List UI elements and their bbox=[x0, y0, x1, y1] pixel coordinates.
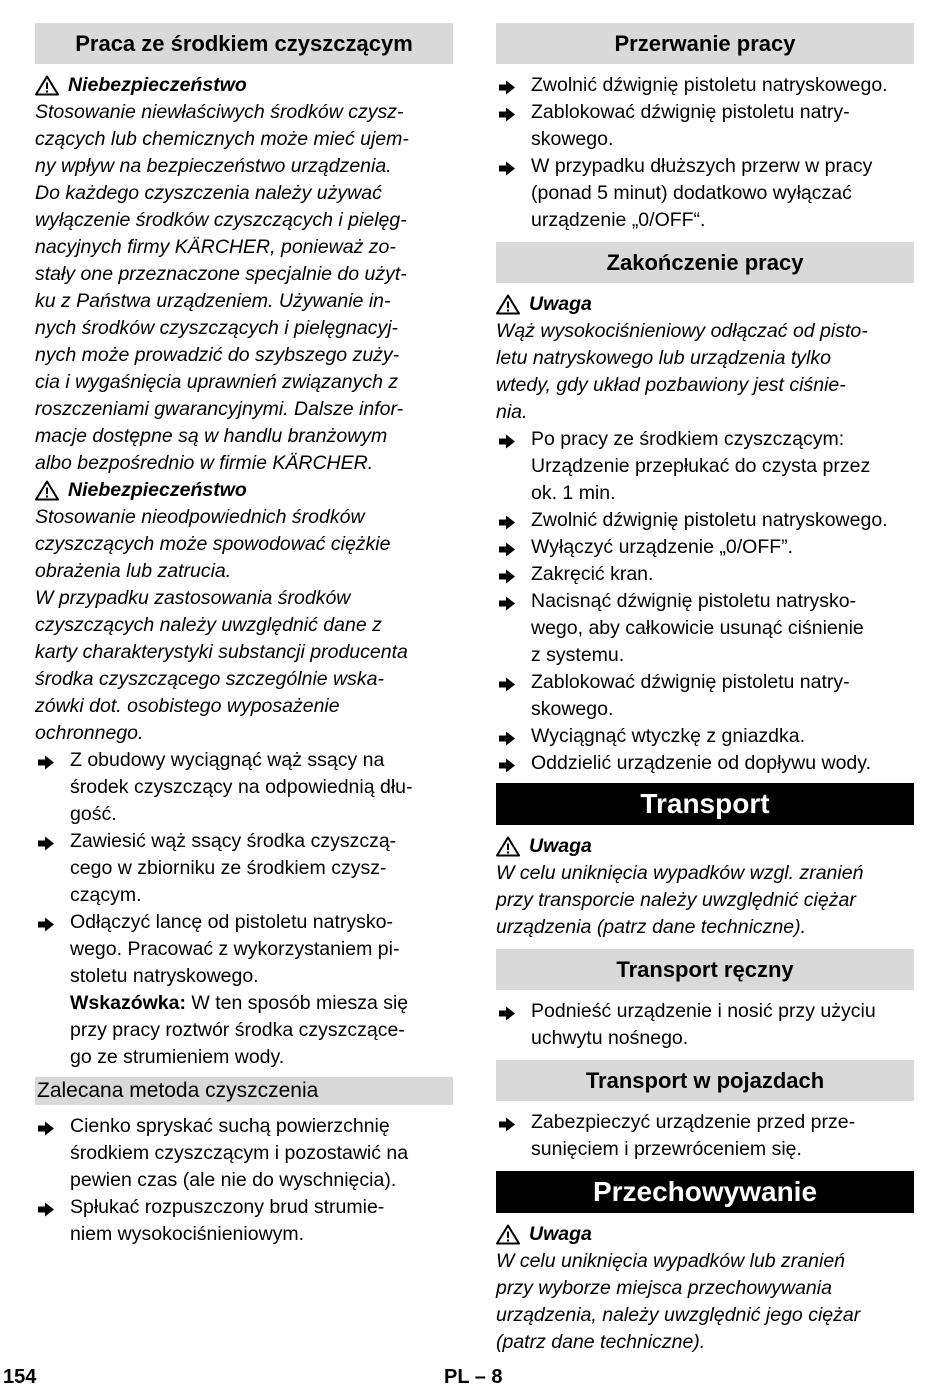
caution-title-2: Uwaga bbox=[496, 833, 914, 860]
list-item: Zwolnić dźwignię pistoletu natryskowego. bbox=[496, 72, 914, 99]
caution-text-2: W celu uniknięcia wypadków wzgl. zranień przy transporcie należy uwzględnić ciężar urządzenia (patrz dane techniczne). bbox=[496, 862, 864, 938]
arrow-right-icon bbox=[37, 752, 55, 769]
arrow-right-icon bbox=[498, 566, 516, 583]
method-steps bbox=[35, 1113, 453, 1248]
danger-title-1: Niebezpieczeństwo bbox=[35, 72, 453, 99]
caution-title-3: Uwaga bbox=[496, 1221, 914, 1248]
finish-steps bbox=[496, 426, 914, 777]
section-heading-manual-transport: Transport ręczny bbox=[496, 949, 914, 990]
left-column bbox=[35, 23, 453, 1248]
list-item: Podnieść urządzenie i nosić przy użyciu uchwytu nośnego. bbox=[496, 998, 914, 1052]
warning-triangle-icon bbox=[35, 480, 59, 501]
list-item: Z obudowy wyciągnąć wąż ssący na środek czyszczący na odpowiednią dłu- gość. bbox=[35, 747, 453, 828]
note: Wskazówka: W ten sposób miesza się bbox=[70, 992, 409, 1014]
danger-title-2: Niebezpieczeństwo bbox=[35, 477, 453, 504]
section-heading-transport: Transport bbox=[496, 783, 914, 825]
arrow-right-icon bbox=[498, 431, 516, 448]
list-item: Wyłączyć urządzenie „0/OFF”. bbox=[496, 534, 914, 561]
language-page-label: PL – 8 bbox=[444, 1366, 503, 1388]
arrow-right-icon bbox=[498, 593, 516, 610]
danger-text-2: Stosowanie nieodpowiednich środków czyszczących może spowodować ciężkie obrażenia lub zatrucia. W przypadku zastosowania środków czyszczących należy uwzględnić dane z karty charakterystyki substancji producenta środka czyszczącego szczególnie wska- zówki dot. osobistego wyposażenie ochronnego. bbox=[35, 506, 408, 744]
arrow-right-icon bbox=[37, 1199, 55, 1216]
arrow-right-icon bbox=[498, 674, 516, 691]
right-column bbox=[496, 23, 914, 1356]
list-item: Zabezpieczyć urządzenie przed prze- sunięciem i przewróceniem się. bbox=[496, 1109, 914, 1163]
list-item: Zablokować dźwignię pistoletu natry- skowego. bbox=[496, 99, 914, 153]
cleaning-agent-steps bbox=[35, 747, 453, 990]
list-item: Po pracy ze środkiem czyszczącym: Urządzenie przepłukać do czysta przez ok. 1 min. bbox=[496, 426, 914, 507]
section-heading-storage: Przechowywanie bbox=[496, 1171, 914, 1213]
arrow-right-icon bbox=[498, 104, 516, 121]
list-item: Nacisnąć dźwignię pistoletu natrysko- wego, aby całkowicie usunąć ciśnienie z systemu. bbox=[496, 588, 914, 669]
list-item: Wyciągnąć wtyczkę z gniazdka. bbox=[496, 723, 914, 750]
list-item: Zablokować dźwignię pistoletu natry- skowego. bbox=[496, 669, 914, 723]
arrow-right-icon bbox=[498, 1114, 516, 1131]
danger-text-1: Stosowanie niewłaściwych środków czysz- czących lub chemicznych może mieć ujem- ny wpływ na bezpieczeństwo urządzenia. Do każdego czyszczenia należy używać wyłączenie środków czyszczących i pielęg- nacyjnych firmy KÄRCHER, ponieważ zo- stały one przeznaczone specjalnie do użyt- ku z Państwa urządzeniem. Używanie in- nych środków czyszczących i pielęgnacyj- nych może prowadzić do szybszego zuży- cia i wygaśnięcia uprawnień związanych z roszczeniami gwarancyjnymi. Dalsze infor- macje dostępne są w handlu branżowym albo bezpośrednio w firmie KÄRCHER. bbox=[35, 101, 409, 474]
list-item: W przypadku dłuższych przerw w pracy (ponad 5 minut) dodatkowo wyłączać urządzenie „0/OFF“. bbox=[496, 153, 914, 234]
list-item: Odłączyć lancę od pistoletu natrysko- wego. Pracować z wykorzystaniem pi- stoletu natryskowego. bbox=[35, 909, 453, 990]
warning-triangle-icon bbox=[35, 75, 59, 96]
caution-text-3: W celu uniknięcia wypadków lub zranień przy wyborze miejsca przechowywania urządzenia, należy uwzględnić jego ciężar (patrz dane techniczne). bbox=[496, 1250, 861, 1353]
list-item: Spłukać rozpuszczony brud strumie- niem wysokociśnieniowym. bbox=[35, 1194, 453, 1248]
list-item: Oddzielić urządzenie od dopływu wody. bbox=[496, 750, 914, 777]
warning-triangle-icon bbox=[496, 1224, 520, 1245]
section-heading-cleaning-agent: Praca ze środkiem czyszczącym bbox=[35, 23, 453, 64]
arrow-right-icon bbox=[498, 755, 516, 772]
warning-triangle-icon bbox=[496, 836, 520, 857]
arrow-right-icon bbox=[37, 1118, 55, 1135]
caution-text-1: Wąż wysokociśnieniowy odłączać od pisto- letu natryskowego lub urządzenia tylko wtedy, gdy układ pozbawiony jest ciśnie- nia. bbox=[496, 320, 868, 423]
section-heading-pause: Przerwanie pracy bbox=[496, 23, 914, 64]
warning-triangle-icon bbox=[496, 294, 520, 315]
caution-title-1: Uwaga bbox=[496, 291, 914, 318]
list-item: Cienko spryskać suchą powierzchnię środkiem czyszczącym i pozostawić na pewien czas (ale nie do wyschnięcia). bbox=[35, 1113, 453, 1194]
list-item: Zawiesić wąż ssący środka czyszczą- cego w zbiorniku ze środkiem czysz- czącym. bbox=[35, 828, 453, 909]
arrow-right-icon bbox=[498, 158, 516, 175]
arrow-right-icon bbox=[498, 1003, 516, 1020]
arrow-right-icon bbox=[37, 914, 55, 931]
section-heading-finish: Zakończenie pracy bbox=[496, 242, 914, 283]
note-line: go ze strumieniem wody. bbox=[70, 1046, 285, 1068]
arrow-right-icon bbox=[498, 539, 516, 556]
list-item: Zwolnić dźwignię pistoletu natryskowego. bbox=[496, 507, 914, 534]
pause-steps bbox=[496, 72, 914, 234]
section-heading-vehicle-transport: Transport w pojazdach bbox=[496, 1060, 914, 1101]
arrow-right-icon bbox=[498, 728, 516, 745]
arrow-right-icon bbox=[37, 833, 55, 850]
arrow-right-icon bbox=[498, 77, 516, 94]
manual-steps bbox=[496, 998, 914, 1052]
vehicle-steps bbox=[496, 1109, 914, 1163]
arrow-right-icon bbox=[498, 512, 516, 529]
note-line: przy pracy roztwór środka czyszczące- bbox=[70, 1019, 405, 1041]
subheading-recommended-method: Zalecana metoda czyszczenia bbox=[35, 1077, 453, 1105]
list-item: Zakręcić kran. bbox=[496, 561, 914, 588]
page-number: 154 bbox=[3, 1366, 37, 1388]
